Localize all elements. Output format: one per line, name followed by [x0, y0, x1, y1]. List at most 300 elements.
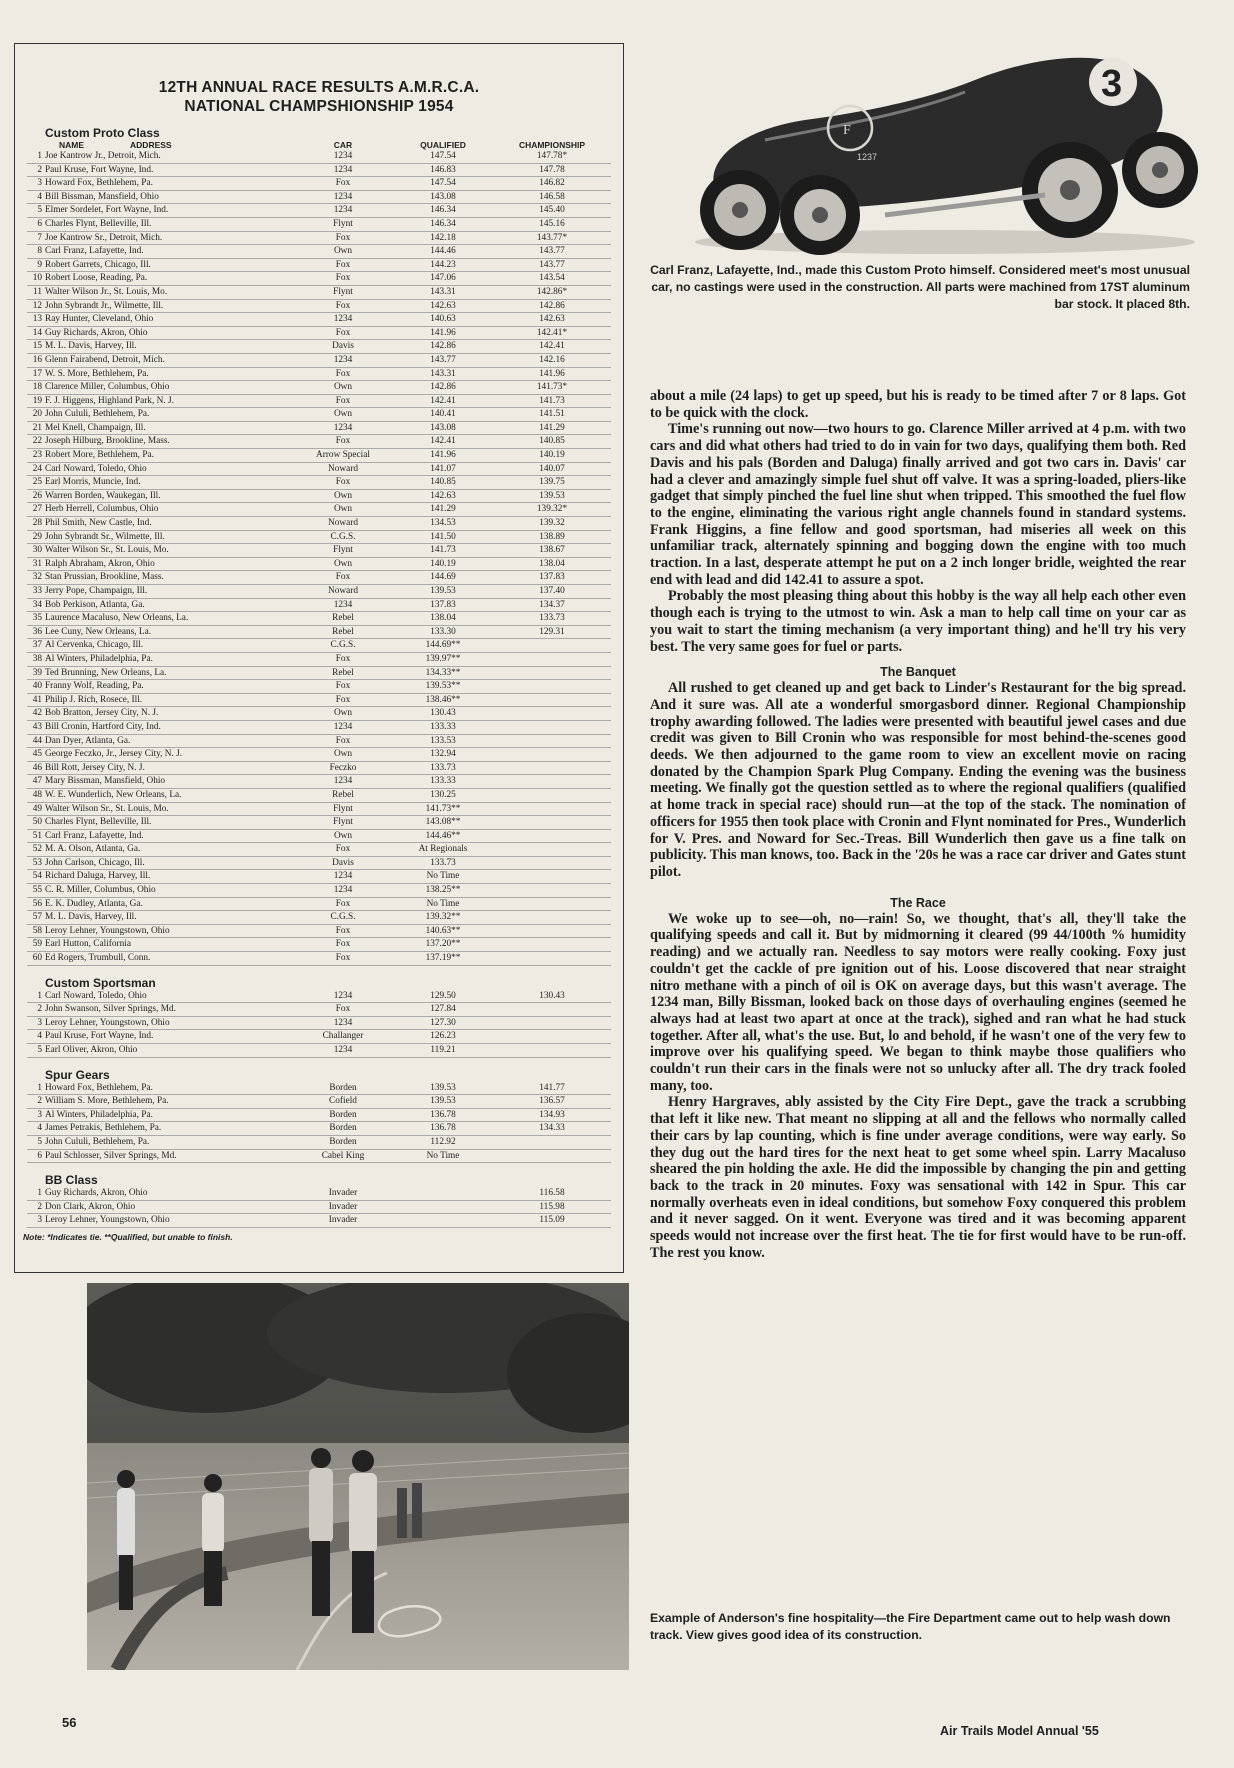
championship-speed: 145.40	[493, 204, 611, 218]
qualified-speed: 129.50	[393, 990, 493, 1003]
svg-text:F: F	[843, 123, 851, 138]
table-row	[27, 1214, 611, 1228]
row-number: 30	[27, 544, 45, 558]
entrant-name: Joe Kantrow Jr., Detroit, Mich.	[45, 150, 293, 163]
championship-speed	[493, 734, 611, 748]
row-number: 16	[27, 353, 45, 367]
entrant-name: C. R. Miller, Columbus, Ohio	[45, 884, 293, 898]
entrant-name: Earl Oliver, Akron, Ohio	[45, 1044, 293, 1058]
entrant-name: Paul Schlosser, Silver Springs, Md.	[45, 1149, 293, 1163]
race-heading: The Race	[890, 895, 946, 910]
entrant-name: William S. More, Bethlehem, Pa.	[45, 1095, 293, 1109]
championship-speed: 138.04	[493, 557, 611, 571]
table-row	[27, 693, 611, 707]
car-make: Noward	[293, 517, 393, 531]
row-number: 31	[27, 557, 45, 571]
championship-speed	[493, 1016, 611, 1030]
page-number: 56	[62, 1715, 77, 1730]
row-number: 40	[27, 680, 45, 694]
qualified-speed	[393, 1214, 493, 1228]
table-row	[27, 924, 611, 938]
championship-speed: 141.29	[493, 421, 611, 435]
car-make: Fox	[293, 435, 393, 449]
car-make: Own	[293, 557, 393, 571]
table-row	[27, 340, 611, 354]
car-make: Rebel	[293, 666, 393, 680]
entrant-name: Leroy Lehner, Youngstown, Ohio	[45, 1214, 293, 1228]
car-make: Borden	[293, 1108, 393, 1122]
qualified-speed: 134.53	[393, 517, 493, 531]
table-row	[27, 788, 611, 802]
qualified-speed: 130.25	[393, 788, 493, 802]
table-row	[27, 503, 611, 517]
qualified-speed: 144.46	[393, 245, 493, 259]
paragraph: about a mile (24 laps) to get up speed, but his is ready to be timed after 7 or 8 laps. Got to be quick with the clock.	[650, 388, 1186, 421]
row-number: 5	[27, 204, 45, 218]
table-row	[27, 272, 611, 286]
championship-speed: 139.32*	[493, 503, 611, 517]
championship-speed: 134.33	[493, 1122, 611, 1136]
table-row	[27, 761, 611, 775]
entrant-name: Joseph Hilburg, Brookline, Mass.	[45, 435, 293, 449]
table-row	[27, 217, 611, 231]
table-row	[27, 802, 611, 816]
car-make: Borden	[293, 1082, 393, 1095]
table-row	[27, 408, 611, 422]
car-make: Noward	[293, 462, 393, 476]
qualified-speed: 143.08**	[393, 816, 493, 830]
row-number: 54	[27, 870, 45, 884]
entrant-name: M. A. Olson, Atlanta, Ga.	[45, 843, 293, 857]
championship-speed: 142.63	[493, 313, 611, 327]
qualified-speed: 142.63	[393, 299, 493, 313]
table-row	[27, 353, 611, 367]
row-number: 33	[27, 585, 45, 599]
car-make: Fox	[293, 367, 393, 381]
row-number: 9	[27, 258, 45, 272]
championship-speed: 139.75	[493, 476, 611, 490]
row-number: 1	[27, 990, 45, 1003]
entrant-name: Ted Brunning, New Orleans, La.	[45, 666, 293, 680]
table-row	[27, 1122, 611, 1136]
qualified-speed: 141.50	[393, 530, 493, 544]
championship-speed	[493, 870, 611, 884]
car-make: Fox	[293, 272, 393, 286]
entrant-name: Dan Dyer, Atlanta, Ga.	[45, 734, 293, 748]
entrant-name: Walter Wilson Sr., St. Louis, Mo.	[45, 544, 293, 558]
qualified-speed: 137.19**	[393, 952, 493, 966]
car-make: Fox	[293, 680, 393, 694]
row-number: 55	[27, 884, 45, 898]
championship-speed: 142.16	[493, 353, 611, 367]
entrant-name: Guy Richards, Akron, Ohio	[45, 326, 293, 340]
car-make: Flynt	[293, 285, 393, 299]
row-number: 58	[27, 924, 45, 938]
entrant-name: Glenn Fairabend, Detroit, Mich.	[45, 353, 293, 367]
row-number: 27	[27, 503, 45, 517]
section-title: Custom Sportsman	[45, 975, 156, 990]
championship-speed	[493, 693, 611, 707]
car-make: C.G.S.	[293, 530, 393, 544]
championship-speed	[493, 816, 611, 830]
championship-speed: 145.16	[493, 217, 611, 231]
table-row	[27, 557, 611, 571]
entrant-name: John Carlson, Chicago, Ill.	[45, 856, 293, 870]
championship-speed: 134.93	[493, 1108, 611, 1122]
championship-speed	[493, 884, 611, 898]
qualified-speed: 140.85	[393, 476, 493, 490]
row-number: 20	[27, 408, 45, 422]
entrant-name: Robert Loose, Reading, Pa.	[45, 272, 293, 286]
row-number: 1	[27, 1187, 45, 1200]
championship-speed	[493, 720, 611, 734]
car-make: 1234	[293, 190, 393, 204]
table-row	[27, 299, 611, 313]
entrant-name: Herb Herrell, Columbus, Ohio	[45, 503, 293, 517]
table-row	[27, 285, 611, 299]
table-row	[27, 1135, 611, 1149]
car-make: Fox	[293, 258, 393, 272]
entrant-name: Paul Kruse, Fort Wayne, Ind.	[45, 1030, 293, 1044]
car-make: Fox	[293, 177, 393, 191]
row-number: 7	[27, 231, 45, 245]
qualified-speed: 133.33	[393, 720, 493, 734]
results-note: Note: *Indicates tie. **Qualified, but unable to finish.	[23, 1231, 233, 1242]
table-row	[27, 734, 611, 748]
championship-speed: 133.73	[493, 612, 611, 626]
qualified-speed: 136.78	[393, 1122, 493, 1136]
header-qualified: QUALIFIED	[420, 140, 466, 150]
championship-speed: 137.40	[493, 585, 611, 599]
table-row	[27, 707, 611, 721]
qualified-speed	[393, 1200, 493, 1214]
table-row	[27, 816, 611, 830]
row-number: 19	[27, 394, 45, 408]
car-make: C.G.S.	[293, 911, 393, 925]
row-number: 22	[27, 435, 45, 449]
row-number: 34	[27, 598, 45, 612]
entrant-name: Carl Franz, Lafayette, Ind.	[45, 245, 293, 259]
table-row	[27, 163, 611, 177]
entrant-name: Al Winters, Philadelphia, Pa.	[45, 652, 293, 666]
table-row	[27, 1016, 611, 1030]
entrant-name: Charles Flynt, Belleville, Ill.	[45, 816, 293, 830]
table-row	[27, 1108, 611, 1122]
entrant-name: Earl Morris, Muncie, Ind.	[45, 476, 293, 490]
section-title: Custom Proto Class	[45, 126, 160, 140]
car-make: 1234	[293, 775, 393, 789]
row-number: 59	[27, 938, 45, 952]
row-number: 13	[27, 313, 45, 327]
row-number: 12	[27, 299, 45, 313]
championship-speed: 130.43	[493, 990, 611, 1003]
car-make: Borden	[293, 1122, 393, 1136]
car-make: C.G.S.	[293, 639, 393, 653]
qualified-speed: 147.54	[393, 177, 493, 191]
entrant-name: Bill Rott, Jersey City, N. J.	[45, 761, 293, 775]
entrant-name: Al Winters, Philadelphia, Pa.	[45, 1108, 293, 1122]
championship-speed: 141.96	[493, 367, 611, 381]
car-make: 1234	[293, 990, 393, 1003]
qualified-speed: 141.73**	[393, 802, 493, 816]
championship-speed: 116.58	[493, 1187, 611, 1200]
entrant-name: Leroy Lehner, Youngstown, Ohio	[45, 1016, 293, 1030]
qualified-speed: 140.19	[393, 557, 493, 571]
article-intro	[650, 388, 1186, 655]
qualified-speed: 143.31	[393, 285, 493, 299]
qualified-speed: 141.29	[393, 503, 493, 517]
car-make: Own	[293, 408, 393, 422]
table-row	[27, 517, 611, 531]
car-number: 3	[1101, 63, 1123, 105]
table-row	[27, 625, 611, 639]
championship-speed: 142.86*	[493, 285, 611, 299]
championship-speed	[493, 843, 611, 857]
qualified-speed: 133.30	[393, 625, 493, 639]
row-number: 21	[27, 421, 45, 435]
entrant-name: Ed Rogers, Trumbull, Conn.	[45, 952, 293, 966]
car-photo	[645, 20, 1205, 260]
entrant-name: Earl Hutton, California	[45, 938, 293, 952]
qualified-speed: 140.63	[393, 313, 493, 327]
car-make: Feczko	[293, 761, 393, 775]
row-number: 18	[27, 381, 45, 395]
championship-speed: 141.73	[493, 394, 611, 408]
championship-speed	[493, 748, 611, 762]
table-row	[27, 489, 611, 503]
championship-speed	[493, 952, 611, 966]
table-row	[27, 231, 611, 245]
row-number: 3	[27, 177, 45, 191]
row-number: 32	[27, 571, 45, 585]
qualified-speed: 146.34	[393, 217, 493, 231]
car-make: 1234	[293, 163, 393, 177]
row-number: 60	[27, 952, 45, 966]
entrant-name: Stan Prussian, Brookline, Mass.	[45, 571, 293, 585]
entrant-name: Mary Bissman, Mansfield, Ohio	[45, 775, 293, 789]
championship-speed: 142.41	[493, 340, 611, 354]
car-make: Borden	[293, 1135, 393, 1149]
car-make: Invader	[293, 1214, 393, 1228]
entrant-name: Bob Bratton, Jersey City, N. J.	[45, 707, 293, 721]
header-address: ADDRESS	[130, 140, 172, 150]
car-make: Fox	[293, 924, 393, 938]
championship-speed	[493, 639, 611, 653]
championship-speed: 147.78	[493, 163, 611, 177]
row-number: 46	[27, 761, 45, 775]
entrant-name: Walter Wilson Jr., St. Louis, Mo.	[45, 285, 293, 299]
qualified-speed: 143.31	[393, 367, 493, 381]
table-row	[27, 190, 611, 204]
results-table	[27, 1082, 611, 1164]
qualified-speed: 141.96	[393, 449, 493, 463]
championship-speed	[493, 924, 611, 938]
championship-speed: 143.54	[493, 272, 611, 286]
entrant-name: Jerry Pope, Champaign, Ill.	[45, 585, 293, 599]
results-title-line2: NATIONAL CHAMPSHIONSHIP 1954	[184, 98, 454, 115]
car-make: 1234	[293, 870, 393, 884]
car-make: Own	[293, 707, 393, 721]
entrant-name: Joe Kantrow Sr., Detroit, Mich.	[45, 231, 293, 245]
championship-speed: 137.83	[493, 571, 611, 585]
car-make: 1234	[293, 204, 393, 218]
championship-speed	[493, 911, 611, 925]
table-row	[27, 748, 611, 762]
table-row	[27, 1044, 611, 1058]
table-row	[27, 394, 611, 408]
row-number: 11	[27, 285, 45, 299]
entrant-name: W. E. Wunderlich, New Orleans, La.	[45, 788, 293, 802]
table-row	[27, 652, 611, 666]
championship-speed	[493, 1149, 611, 1163]
table-row	[27, 530, 611, 544]
entrant-name: Robert More, Bethlehem, Pa.	[45, 449, 293, 463]
row-number: 50	[27, 816, 45, 830]
entrant-name: F. J. Higgens, Highland Park, N. J.	[45, 394, 293, 408]
car-make: Flynt	[293, 816, 393, 830]
row-number: 2	[27, 163, 45, 177]
table-row	[27, 367, 611, 381]
row-number: 4	[27, 1030, 45, 1044]
qualified-speed: 141.07	[393, 462, 493, 476]
qualified-speed: 144.23	[393, 258, 493, 272]
row-number: 10	[27, 272, 45, 286]
qualified-speed: 126.23	[393, 1030, 493, 1044]
entrant-name: Franny Wolf, Reading, Pa.	[45, 680, 293, 694]
row-number: 1	[27, 1082, 45, 1095]
paragraph: Probably the most pleasing thing about this hobby is the way all help each other even though each is trying to the utmost to win. Ask a man to help call time on your car as you wait to start the timing mechanism (a very important thing) and he'll try his very best. The very same goes for fuel or parts.	[650, 588, 1186, 655]
entrant-name: John Swanson, Silver Springs, Md.	[45, 1003, 293, 1017]
row-number: 24	[27, 462, 45, 476]
entrant-name: John Cululi, Bethlehem, Pa.	[45, 1135, 293, 1149]
results-box	[14, 43, 624, 1273]
table-row	[27, 612, 611, 626]
row-number: 1	[27, 150, 45, 163]
car-make: Rebel	[293, 612, 393, 626]
row-number: 44	[27, 734, 45, 748]
qualified-speed: 132.94	[393, 748, 493, 762]
table-row	[27, 911, 611, 925]
qualified-speed: 139.53	[393, 1095, 493, 1109]
qualified-speed	[393, 1187, 493, 1200]
entrant-name: Paul Kruse, Fort Wayne, Ind.	[45, 163, 293, 177]
results-title	[27, 78, 611, 116]
entrant-name: Carl Noward, Toledo, Ohio	[45, 462, 293, 476]
results-table	[27, 990, 611, 1058]
qualified-speed: 134.33**	[393, 666, 493, 680]
row-number: 6	[27, 217, 45, 231]
section-title: Spur Gears	[45, 1067, 110, 1082]
table-row	[27, 680, 611, 694]
table-row	[27, 938, 611, 952]
car-make: Fox	[293, 938, 393, 952]
qualified-speed: 133.73	[393, 761, 493, 775]
car-make: Own	[293, 489, 393, 503]
results-title-line1: 12TH ANNUAL RACE RESULTS A.M.R.C.A.	[158, 79, 480, 96]
qualified-speed: 133.33	[393, 775, 493, 789]
championship-speed: 129.31	[493, 625, 611, 639]
table-row	[27, 1030, 611, 1044]
table-row	[27, 177, 611, 191]
car-body-number: 1237	[857, 152, 878, 162]
table-row	[27, 381, 611, 395]
table-row	[27, 544, 611, 558]
qualified-speed: At Regionals	[393, 843, 493, 857]
qualified-speed: 142.41	[393, 435, 493, 449]
row-number: 2	[27, 1003, 45, 1017]
entrant-name: Elmer Sordelet, Fort Wayne, Ind.	[45, 204, 293, 218]
qualified-speed: 139.53	[393, 585, 493, 599]
row-number: 49	[27, 802, 45, 816]
row-number: 35	[27, 612, 45, 626]
championship-speed: 136.57	[493, 1095, 611, 1109]
qualified-speed: 137.83	[393, 598, 493, 612]
paragraph: We woke up to see—oh, no—rain! So, we thought, that's all, they'll take the qualifying speeds and call it. But by midmorning it cleared (99 44/100th % humidity reading) and we actually ran. Needless to say motors were really cooking. Foxy just couldn't get the cackle of pre ignition out of his. Loose discovered that near straight nitro methane with a pinch of oil is OK on average days, but this wasn't average. The 1234 man, Billy Bissman, looked back on those days of overhauling engines (seemed he always had at least two apart at once at the track), sighed and ran what he had stuck together. After all, what's the use. But, lo and behold, if he wasn't one of the very few to improve over his qualifying speed. We began to think maybe those qualifiers who couldn't run their cars in the finals were not so unlucky after all. The dry track fooled many, too.	[650, 910, 1186, 1094]
table-row	[27, 775, 611, 789]
qualified-speed: 138.46**	[393, 693, 493, 707]
qualified-speed: 133.73	[393, 856, 493, 870]
qualified-speed: 139.53**	[393, 680, 493, 694]
qualified-speed: 147.06	[393, 272, 493, 286]
championship-speed: 115.09	[493, 1214, 611, 1228]
row-number: 17	[27, 367, 45, 381]
entrant-name: John Cululi, Bethlehem, Pa.	[45, 408, 293, 422]
row-number: 39	[27, 666, 45, 680]
entrant-name: W. S. More, Bethlehem, Pa.	[45, 367, 293, 381]
row-number: 8	[27, 245, 45, 259]
row-number: 51	[27, 829, 45, 843]
row-number: 6	[27, 1149, 45, 1163]
header-car: CAR	[333, 140, 353, 150]
entrant-name: Walter Wilson Sr., St. Louis, Mo.	[45, 802, 293, 816]
car-make: Invader	[293, 1187, 393, 1200]
article	[650, 388, 1186, 1261]
row-number: 25	[27, 476, 45, 490]
table-row	[27, 666, 611, 680]
row-number: 3	[27, 1214, 45, 1228]
row-number: 15	[27, 340, 45, 354]
championship-speed: 143.77	[493, 258, 611, 272]
table-row	[27, 449, 611, 463]
row-number: 36	[27, 625, 45, 639]
entrant-name: Carl Noward, Toledo, Ohio	[45, 990, 293, 1003]
row-number: 38	[27, 652, 45, 666]
championship-speed	[493, 938, 611, 952]
qualified-speed: 136.78	[393, 1108, 493, 1122]
header-name-address	[45, 140, 293, 150]
championship-speed: 140.85	[493, 435, 611, 449]
race-car-illustration	[645, 20, 1205, 260]
header-row	[27, 140, 611, 150]
qualified-speed: 143.08	[393, 190, 493, 204]
car-make: Fox	[293, 476, 393, 490]
row-number: 4	[27, 190, 45, 204]
car-make: 1234	[293, 421, 393, 435]
section-title: BB Class	[45, 1173, 98, 1188]
qualified-speed: 138.25**	[393, 884, 493, 898]
entrant-name: Leroy Lehner, Youngstown, Ohio	[45, 924, 293, 938]
car-make: Fox	[293, 652, 393, 666]
qualified-speed: No Time	[393, 870, 493, 884]
championship-speed	[493, 666, 611, 680]
header-championship: CHAMPIONSHIP	[518, 140, 586, 150]
car-make: Flynt	[293, 544, 393, 558]
car-make: 1234	[293, 884, 393, 898]
track-photo	[87, 1283, 629, 1670]
table-row	[27, 245, 611, 259]
qualified-speed: 130.43	[393, 707, 493, 721]
championship-speed	[493, 1135, 611, 1149]
